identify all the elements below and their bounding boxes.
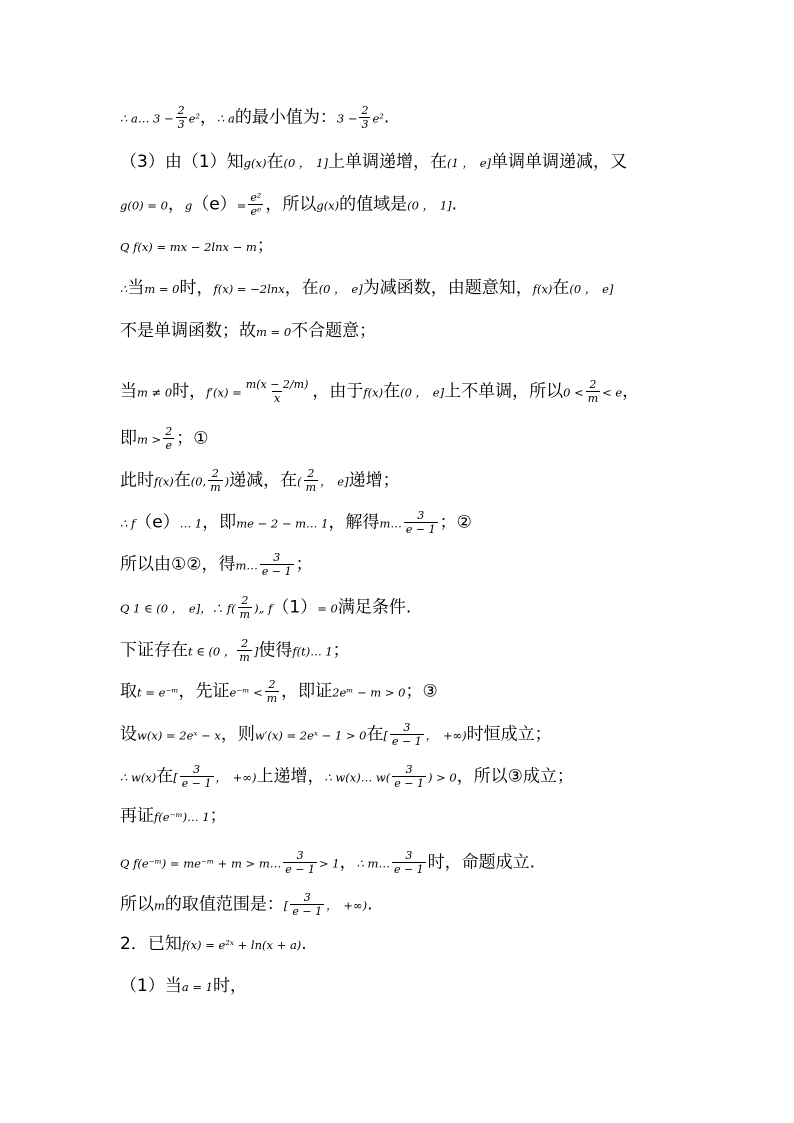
math-expression: … 1 [179,516,203,531]
math-expression: (0 ， e] [318,282,363,296]
text-run: . [301,934,307,954]
math-expression: t ∈ (0 ， [188,644,236,659]
fraction [390,721,424,748]
fraction-denominator: e − 1 [405,523,436,536]
math-expression: f(e⁻ᵐ)… 1 [154,810,210,824]
text-line-6 [120,321,376,342]
text-run: 再证 [120,806,154,826]
fraction-denominator: e − 1 [261,565,292,578]
text-run: ，即证 [281,681,333,702]
text-run: 此时 [120,470,154,491]
fraction [208,467,222,494]
text-run: 在 [173,470,191,491]
fraction-numerator: 3 [273,551,281,564]
fraction-numerator: 3 [193,763,201,776]
text-line-9 [120,467,400,494]
math-expression: = [236,198,247,213]
fraction-denominator: e − 1 [391,735,422,748]
text-run: （3）由（1）知 [120,152,244,172]
text-run: 设 [120,724,137,745]
text-run: ，解得 [328,512,380,533]
math-expression: f(x) [154,474,174,489]
math-expression: m = 0 [256,325,292,339]
text-line-10 [120,509,472,536]
text-line-18 [120,849,535,876]
text-line-14 [120,678,438,705]
text-run: ， [622,381,640,402]
math-expression: w(x) = 2eˣ − x [137,728,221,743]
math-expression: me − 2 − m… 1 [236,516,329,531]
text-run: ；① [176,428,209,449]
text-line-4 [120,236,274,257]
text-run: 上单调递增，在 [327,152,447,172]
text-run: 当 [127,278,145,298]
math-expression: ∴ w(x) [120,770,157,785]
text-line-5 [120,278,613,299]
math-expression: ] [253,644,259,659]
text-run: （1） [272,597,318,618]
text-run: 取 [120,681,137,702]
math-expression: f(t)… 1 [292,644,333,659]
fraction-numerator: 2 [241,594,249,607]
text-run: 使得 [258,640,293,661]
fraction [392,849,426,876]
math-expression: m > [137,432,162,447]
fraction-denominator: e − 1 [393,863,424,876]
math-expression: f(x) = −2lnx [213,282,285,296]
text-run: 不合题意； [291,321,377,341]
fraction [359,104,370,131]
math-expression: Q f(x) = mx − 2lnx − m [120,240,257,254]
math-expression: Q f(e⁻ᵐ) = me⁻ᵐ + m > m… [120,856,282,871]
fraction [176,104,187,131]
math-expression: ∴ w(x)… w( [324,770,391,785]
text-run: 在 [156,766,174,787]
text-run: （e） [192,194,237,215]
math-expression: e² [188,111,201,126]
math-expression: ( [297,474,302,489]
fraction-numerator: m(x − 2/m) [245,378,309,391]
math-expression: m [154,898,165,913]
math-expression: f(x) = e²ˣ + ln(x + a) [181,938,302,952]
math-expression: > 1 [318,856,340,871]
text-line-12 [120,594,411,621]
math-expression: [ [383,728,388,743]
text-run: 所以 [120,894,154,915]
math-expression: (0 ， e] [400,385,445,400]
text-run: 的值域是 [339,194,408,215]
text-run: 的最小值为： [234,107,337,128]
text-run: ，即 [202,512,237,533]
text-run: ； [256,236,274,256]
text-run: ，先证 [178,681,230,702]
fraction-numerator: e² [250,191,262,204]
text-run: ；② [439,512,472,533]
math-expression: f′(x) = [206,385,242,400]
fraction [248,191,263,218]
text-run: （e） [135,512,180,533]
text-line-17 [120,806,227,827]
math-expression: t = e⁻ᵐ [137,685,179,700]
math-expression: m ≠ 0 [137,385,173,400]
fraction-denominator: 3 [361,118,369,131]
fraction-numerator: 2 [241,637,249,650]
text-run: 不是单调函数；故 [120,321,256,341]
math-expression: (0 ， 1] [283,156,328,170]
text-run: 在 [383,381,401,402]
text-line-19 [120,891,372,918]
math-expression: (0 ， 1] [407,198,452,213]
fraction-denominator: e − 1 [181,777,212,790]
text-run: （1）当 [120,976,182,996]
text-run: 所以由①②，得 [120,554,236,575]
text-run: 即 [120,428,137,449]
text-line-15 [120,721,552,748]
text-run: ，在 [284,278,319,298]
text-run: ； [332,640,350,661]
math-expression: Q 1 ∈ (0 ， e]，∴ f( [120,601,236,616]
math-expression: ∴ a… 3 − [120,111,174,126]
math-expression: = 0 [317,601,338,616]
text-run: ，所以 [265,194,317,215]
math-expression: ∴ a [217,111,235,126]
math-expression: 3 − [336,111,358,126]
text-run: 时，命题成立. [427,852,536,873]
fraction-numerator: 3 [405,763,413,776]
fraction [304,467,318,494]
fraction-denominator: m [305,481,317,494]
text-run: 下证存在 [120,640,188,661]
math-expression: f(x) [363,385,384,400]
fraction [237,637,251,664]
text-run: ， [339,852,357,873]
text-run: ； [209,806,227,826]
math-expression: ， +∞) [326,898,368,913]
fraction-numerator: 3 [405,849,413,862]
math-expression: m… [235,558,258,573]
fraction [265,678,279,705]
math-expression: ) > 0 [427,770,457,785]
math-expression: 0 < [563,385,584,400]
fraction-denominator: m [587,392,599,405]
fraction-numerator: 3 [417,509,425,522]
math-expression: m… [379,516,402,531]
text-run: 在 [366,724,384,745]
math-expression: ， +∞) [425,728,467,743]
math-expression: (0, [190,474,207,489]
text-run: 2．已知 [120,934,182,954]
math-expression: w′(x) = 2eˣ − 1 > 0 [254,728,367,743]
text-run: 时， [212,976,247,996]
text-run: 满足条件. [337,597,412,618]
text-run: . [367,894,373,915]
fraction-numerator: 2 [589,378,597,391]
fraction-numerator: 2 [211,467,219,480]
text-run: ，由于 [312,381,364,402]
fraction [244,378,311,405]
fraction [163,425,174,452]
math-expression: [ [283,898,289,913]
math-expression: g(0) = 0 [120,198,168,213]
fraction [586,378,600,405]
math-expression: ) [224,474,230,489]
fraction-denominator: m [266,692,278,705]
math-expression: e⁻ᵐ < [229,685,263,700]
fraction-denominator: e − 1 [292,905,323,918]
math-expression: < e [602,385,623,400]
text-run: ， [167,194,185,215]
text-run: 递增； [348,470,400,491]
text-run: ， [200,107,218,128]
math-expression: m = 0 [144,282,180,296]
math-expression: ， e] [320,474,349,489]
math-expression: )„ f [254,601,273,616]
text-run: 时， [179,278,214,298]
fraction [260,551,294,578]
fraction-denominator: m [210,481,221,494]
math-expression: (0 ， e] [569,282,614,296]
math-expression: f(x) [532,282,553,296]
text-line-8 [120,425,208,452]
fraction [290,891,324,918]
fraction [283,849,317,876]
fraction-denominator: m [239,608,251,621]
fraction-denominator: e − 1 [285,863,315,876]
math-expression: (1 ， e] [446,156,491,170]
fraction-denominator: m [239,651,250,664]
fraction-denominator: 3 [177,118,185,131]
math-expression: a = 1 [181,980,213,994]
math-expression: ∴ m… [356,856,390,871]
text-run: . [383,107,390,128]
text-run: 递减，在 [229,470,298,491]
fraction-numerator: 3 [303,891,311,904]
text-line-13 [120,637,350,664]
text-run: 时， [172,381,207,402]
fraction [180,763,214,790]
fraction-denominator: eᵉ [250,205,262,218]
text-run: 上不单调，所以 [444,381,564,402]
text-line-11 [120,551,313,578]
text-run: ； [295,554,313,575]
math-expression: ， +∞) [215,770,257,785]
text-line-21 [120,976,247,997]
text-run: 单调单调递减，又 [491,152,627,172]
math-expression: ∴ [120,282,128,296]
text-run: 在 [266,152,284,172]
text-run: ；③ [405,681,438,702]
text-run: 当 [120,381,137,402]
text-line-1 [120,104,389,131]
text-line-20 [120,934,307,955]
fraction-numerator: 3 [403,721,411,734]
text-run: 时恒成立； [466,724,552,745]
text-run: 的取值范围是： [164,894,284,915]
text-run: 为减函数，由题意知， [362,278,533,298]
text-run: . [451,194,458,215]
fraction-denominator: e [165,439,172,452]
fraction-denominator: x [273,392,281,405]
math-expression: g(x) [243,156,267,170]
fraction [404,509,438,536]
fraction-numerator: 2 [268,678,276,691]
math-expression: e² [372,111,384,126]
text-line-3 [120,191,457,218]
text-run: 在 [552,278,570,298]
text-run: 上递增， [256,766,325,787]
math-expression: g(x) [316,198,340,213]
fraction-numerator: 2 [307,467,315,480]
fraction [238,594,252,621]
math-expression: 2eᵐ − m > 0 [332,685,406,700]
fraction-numerator: 2 [361,104,369,117]
fraction-denominator: e − 1 [394,777,424,790]
text-run: ，所以③成立； [456,766,574,787]
text-line-16 [120,763,574,790]
math-expression: ∴ f [120,516,136,531]
text-run: ，则 [220,724,255,745]
fraction-numerator: 2 [165,425,173,438]
text-line-7 [120,378,639,405]
text-line-2 [120,152,627,173]
math-expression: g [184,198,193,213]
fraction-numerator: 3 [296,849,304,862]
math-expression: [ [173,770,178,785]
fraction-numerator: 2 [177,104,185,117]
fraction [392,763,426,790]
